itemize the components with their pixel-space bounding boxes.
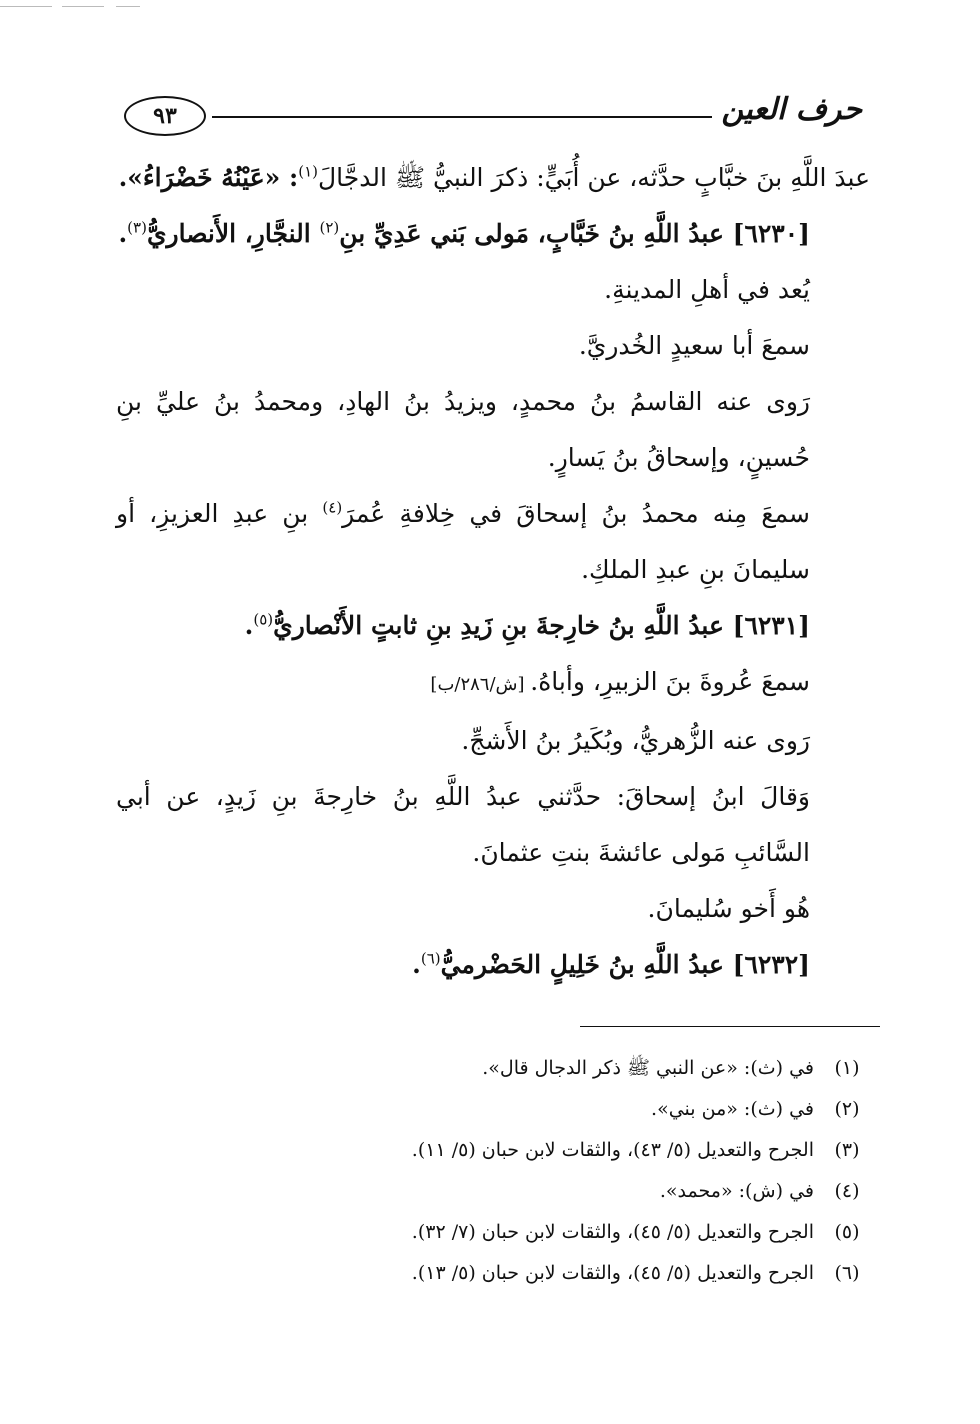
- footnote-number: (٤): [834, 1180, 860, 1202]
- paragraph-city: يُعد في أهلِ المدينةِ.: [604, 275, 810, 304]
- paragraph-heard-3: [116, 654, 870, 713]
- running-title: حرف العين: [721, 92, 862, 127]
- entry-6230-end: .: [118, 219, 128, 248]
- entry-6231-end: .: [244, 611, 254, 640]
- header-rule: [212, 116, 712, 119]
- footnote-number: (٦): [834, 1262, 860, 1284]
- scan-edge-marks: [0, 6, 200, 10]
- footnote-item: [120, 1212, 880, 1253]
- footnote-ref-3: (٣): [127, 218, 147, 237]
- paragraph-heard: سمعَ أبا سعيدٍ الخُدريَّ.: [578, 331, 810, 360]
- manuscript-ref: [ش/٢٨٦/ب]: [430, 674, 531, 695]
- paragraph-brother: هُو أَخو سُليمانَ.: [647, 894, 810, 923]
- footnote-item: [120, 1048, 880, 1089]
- paragraph-hadith: [116, 150, 870, 206]
- footnote-text: الجرح والتعديل (٥/ ٤٥)، والثقات لابن حبان (٥/ ١٣).: [411, 1262, 814, 1284]
- footnote-number: (٣): [834, 1139, 860, 1161]
- footnote-separator: [580, 1026, 880, 1027]
- entry-6231: [116, 598, 870, 654]
- footnote-text: في (ث): «عن النبي ﷺ ذكر الدجال قال».: [482, 1057, 814, 1079]
- footnote-text: الجرح والتعديل (٥/ ٤٥)، والثقات لابن حبان (٧/ ٣٢).: [411, 1221, 814, 1243]
- entry-6232-title: [٦٢٣٢] عبدُ اللَّهِ بنُ خَلِيلٍ الحَضْرميُّ: [440, 950, 810, 979]
- footnote-ref-1: (١): [298, 162, 318, 181]
- footnote-text: في (ش): «محمد».: [659, 1180, 814, 1202]
- page-number: ٩٣: [124, 96, 206, 136]
- page-header: [120, 88, 862, 148]
- footnote-text: في (ث): «من بني».: [651, 1098, 814, 1120]
- footnote-text: الجرح والتعديل (٥/ ٤٣)، والثقات لابن حبان (٥/ ١١).: [411, 1139, 814, 1161]
- entry-6230-title-cont: النجَّارِ، الأَنصاريُّ: [146, 219, 320, 248]
- paragraph-ibn-ishaq: وَقالَ ابنُ إسحاقَ: حدَّثني عبدُ اللَّهِ بنُ خارِجةَ بنِ زَيدٍ، عن أبي السَّائبِ مَولى عائشةَ بنتِ عثمانَ.: [116, 782, 810, 867]
- footnote-item: [120, 1253, 880, 1294]
- entry-6230-title: [٦٢٣٠] عبدُ اللَّهِ بنُ خَبَّابٍ، مَولى بَني عَدِيِّ بنِ: [339, 219, 810, 248]
- entry-6232: [116, 937, 870, 993]
- footnote-ref-5: (٥): [253, 610, 274, 629]
- footnote-number: (٥): [834, 1221, 860, 1243]
- footnote-item: [120, 1130, 880, 1171]
- heard-2-text: سمعَ مِنه محمدُ بنُ إسحاقَ في خِلافةِ عُمرَ: [342, 499, 810, 528]
- entry-6230: [116, 206, 870, 262]
- footnote-item: [120, 1089, 880, 1130]
- paragraph-narrators: رَوى عنه القاسمُ بنُ محمدٍ، ويزيدُ بنُ الهادِ، ومحمدُ بنُ عليِّ بنِ حُسينٍ، وإسحاقُ بنُ يَسارٍ.: [116, 387, 810, 472]
- paragraph-heard-2: [116, 486, 870, 598]
- footnote-ref-6: (٦): [420, 949, 441, 968]
- heard-3-text: سمعَ عُروةَ بنَ الزبيرِ، وأباهُ.: [530, 667, 810, 696]
- footnotes: [120, 1048, 880, 1294]
- main-text: [116, 150, 870, 993]
- footnote-number: (٢): [834, 1098, 860, 1120]
- hadith-quote: : «عَيْنُهُ خَضْرَاءُ».: [118, 163, 299, 192]
- entry-6231-title: [٦٢٣١] عبدُ اللَّهِ بنُ خارِجةَ بنِ زَيدِ بنِ ثابتٍ الأَنْصاريُّ: [273, 611, 810, 640]
- footnote-ref-4: (٤): [322, 498, 343, 517]
- heard-2-text-cont: بنِ عبدِ العزيزِ، أو سليمانَ بنِ عبدِ الملكِ.: [116, 499, 810, 584]
- entry-6232-end: .: [412, 950, 421, 979]
- footnote-item: [120, 1171, 880, 1212]
- footnote-ref-2: (٢): [319, 218, 340, 237]
- footnote-number: (١): [834, 1057, 860, 1079]
- hadith-text: عبدَ اللَّهِ بنَ خبَّابٍ حدَّثه، عن أُبَيٍّ: ذكرَ النبيُّ ﷺ الدجَّالَ: [318, 163, 870, 192]
- paragraph-narrators-2: رَوى عنه الزُّهريُّ، وبُكَيرُ بنُ الأَشجِّ.: [461, 726, 810, 755]
